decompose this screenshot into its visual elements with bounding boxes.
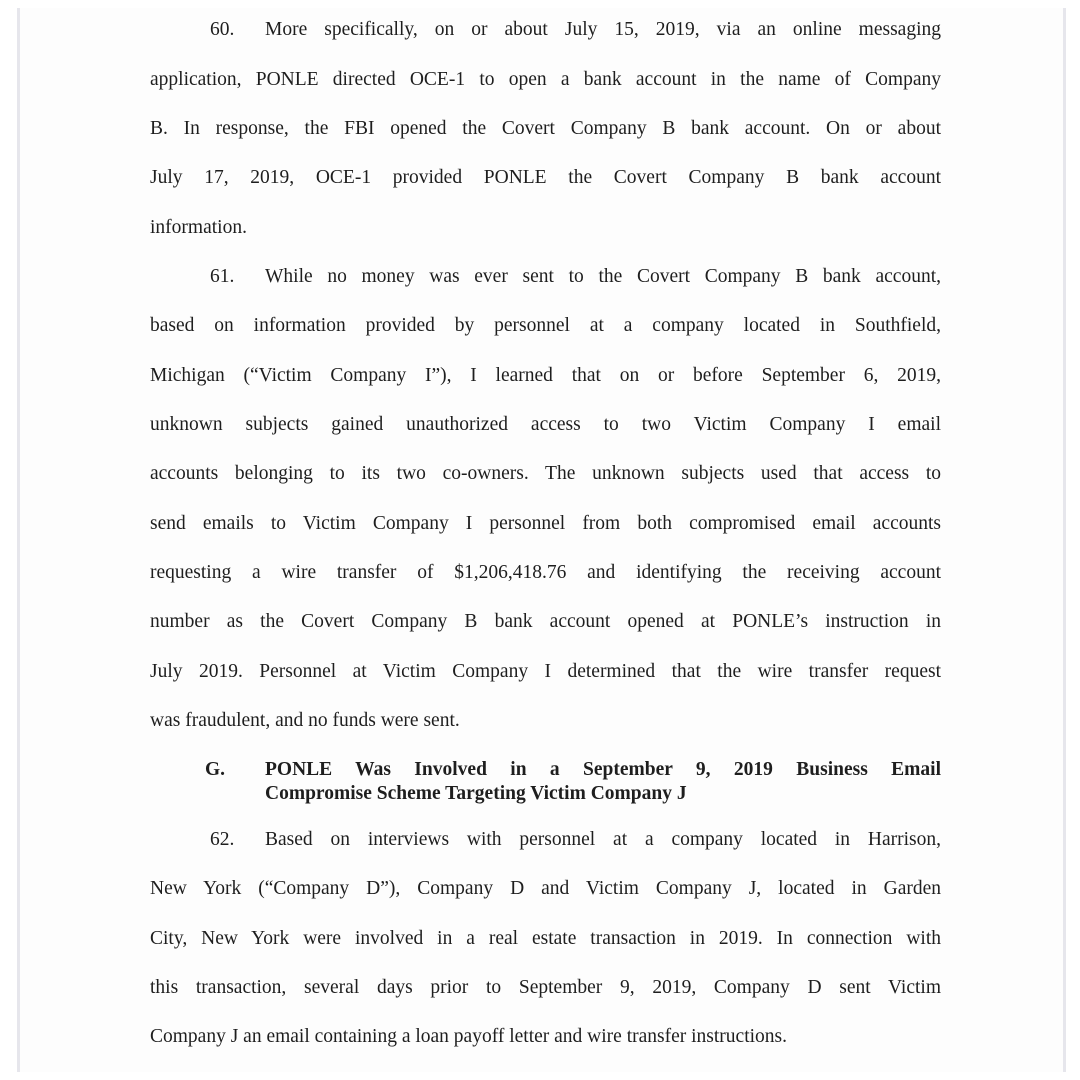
section-heading-g — [205, 758, 945, 808]
paragraph-61-line-4: unknown subjects gained unauthorized access to two Victim Company I email — [150, 414, 941, 435]
paragraph-number: 61. — [210, 266, 235, 287]
paragraph-60-line-2: application, PONLE directed OCE-1 to open a bank account in the name of Company — [150, 69, 941, 90]
paragraph-60-line-4: July 17, 2019, OCE-1 provided PONLE the Covert Company B bank account — [150, 167, 941, 188]
paragraph-61-line-9: July 2019. Personnel at Victim Company I determined that the wire transfer request — [150, 661, 941, 682]
paragraph-61-line-3: Michigan (“Victim Company I”), I learned that on or before September 6, 2019, — [150, 365, 941, 386]
section-heading-line-1: PONLE Was Involved in a September 9, 2019 Business Email — [265, 759, 941, 780]
paragraph-62-line-4: this transaction, several days prior to September 9, 2019, Company D sent Victim — [150, 977, 941, 998]
paragraph-61-line-6: send emails to Victim Company I personnel from both compromised email accounts — [150, 513, 941, 534]
paragraph-62-line-2: New York (“Company D”), Company D and Victim Company J, located in Garden — [150, 878, 941, 899]
paragraph-number: 62. — [210, 829, 235, 850]
paragraph-62-line-5: Company J an email containing a loan payoff letter and wire transfer instructions. — [150, 1026, 787, 1047]
paragraph-60-line-1: 60. More specifically, on or about July 15, 2019, via an online messaging — [210, 19, 941, 40]
paragraph-62-line-1: 62. Based on interviews with personnel at a company located in Harrison, — [210, 829, 941, 850]
paragraph-60-line-5: information. — [150, 217, 247, 238]
paragraph-61-line-8: number as the Covert Company B bank account opened at PONLE’s instruction in — [150, 611, 941, 632]
paragraph-60-line-3: B. In response, the FBI opened the Covert Company B bank account. On or about — [150, 118, 941, 139]
paragraph-61-line-10: was fraudulent, and no funds were sent. — [150, 710, 460, 731]
paragraph-61-line-7: requesting a wire transfer of $1,206,418.76 and identifying the receiving account — [150, 562, 941, 583]
section-heading-text — [265, 758, 941, 806]
paragraph-61-line-1: 61. While no money was ever sent to the Covert Company B bank account, — [210, 266, 941, 287]
paragraph-61-line-5: accounts belonging to its two co-owners. The unknown subjects used that access to — [150, 463, 941, 484]
paragraph-61-line-2: based on information provided by personnel at a company located in Southfield, — [150, 315, 941, 336]
paragraph-62-line-3: City, New York were involved in a real estate transaction in 2019. In connection with — [150, 928, 941, 949]
paragraph-number: 60. — [210, 19, 235, 40]
section-letter: G. — [205, 759, 226, 780]
section-heading-line-2: Compromise Scheme Targeting Victim Company J — [265, 783, 687, 804]
